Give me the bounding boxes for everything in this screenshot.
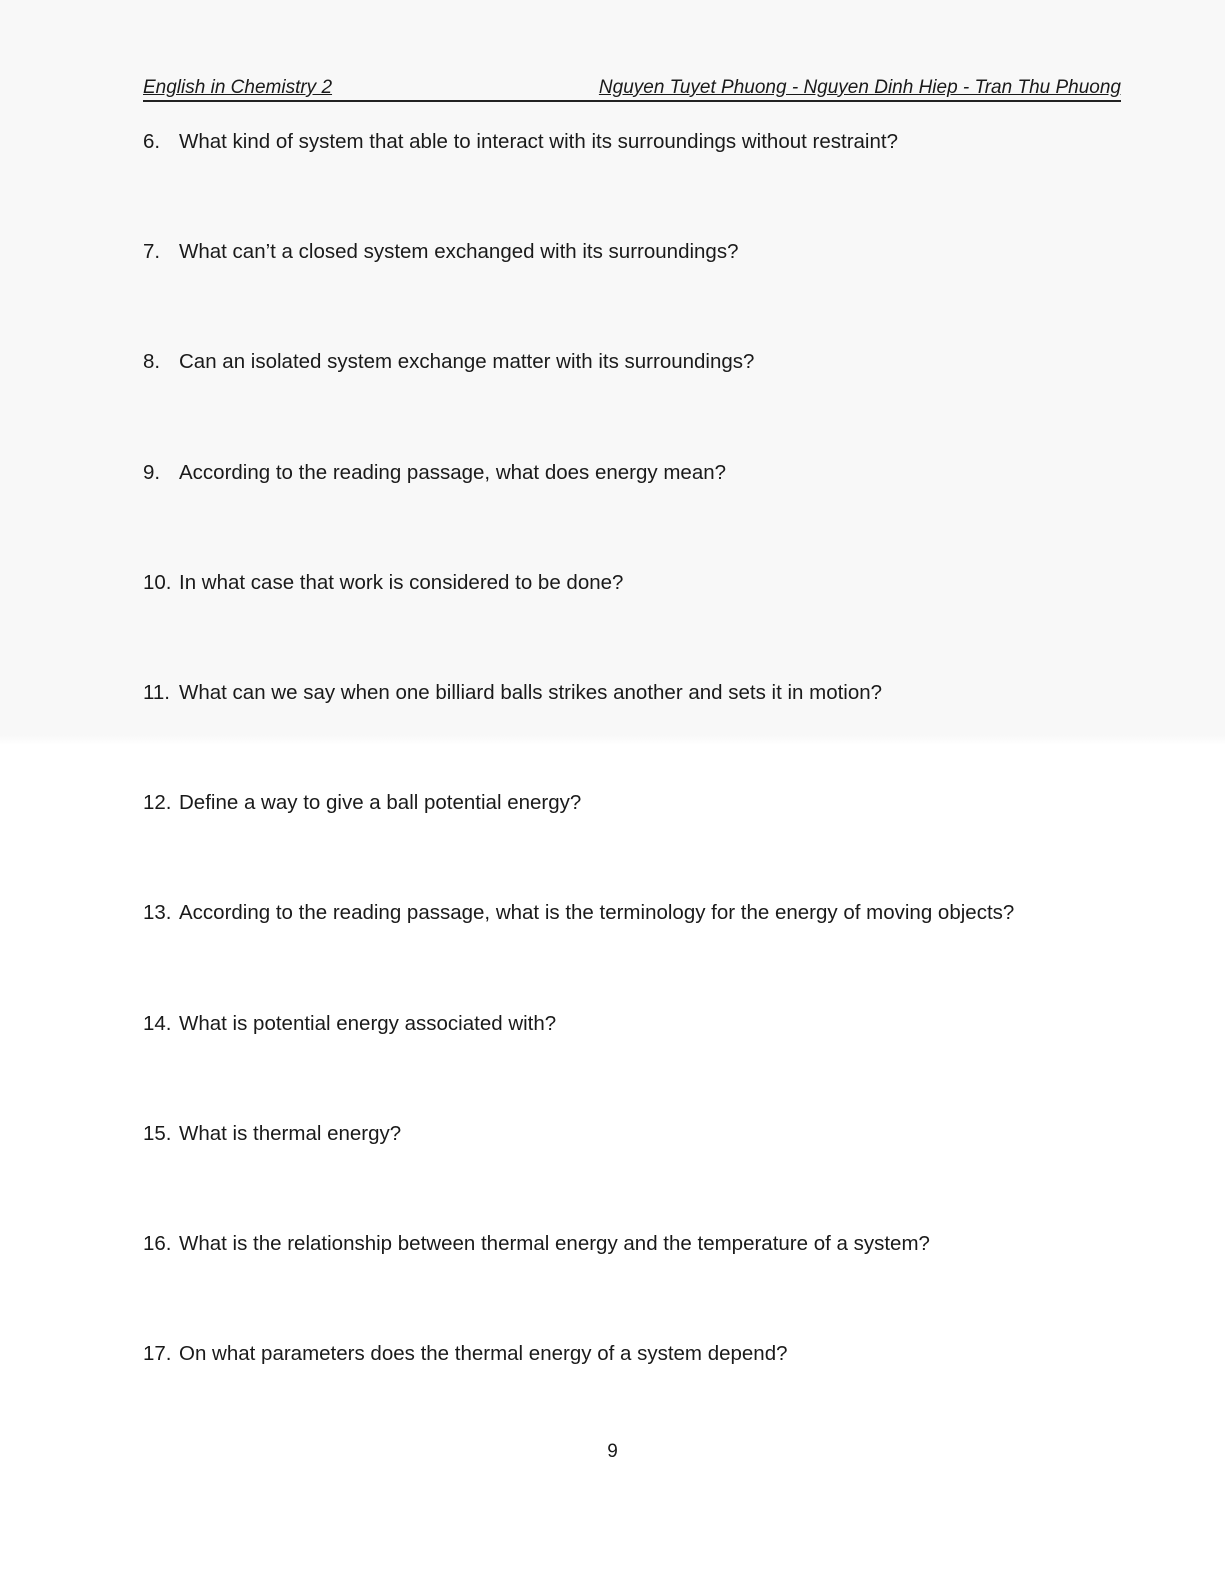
question-text: What is potential energy associated with?	[179, 1011, 557, 1035]
question-number: 12.	[143, 791, 172, 815]
question-item	[143, 679, 1133, 789]
question-item	[143, 1340, 1133, 1450]
question-text: What can we say when one billiard balls strikes another and sets it in motion?	[179, 680, 883, 704]
course-title: English in Chemistry 2	[143, 77, 333, 98]
question-number: 15.	[143, 1121, 172, 1145]
question-text: Define a way to give a ball potential energy?	[179, 791, 582, 815]
question-item	[143, 899, 1133, 1009]
question-text: According to the reading passage, what does energy mean?	[179, 460, 727, 484]
authors: Nguyen Tuyet Phuong - Nguyen Dinh Hiep - Tran Thu Phuong	[598, 77, 1121, 98]
page-header	[143, 74, 1121, 102]
question-number: 8.	[143, 350, 161, 374]
question-text: On what parameters does the thermal energy of a system depend?	[179, 1342, 788, 1366]
question-item	[143, 128, 1133, 238]
question-number: 11.	[143, 680, 170, 704]
question-number: 7.	[143, 240, 161, 264]
question-item	[143, 1230, 1133, 1340]
question-item	[143, 1010, 1133, 1120]
question-number: 9.	[143, 460, 161, 484]
question-item	[143, 238, 1133, 348]
question-text: According to the reading passage, what is the terminology for the energy of moving objects?	[179, 901, 1015, 925]
question-text: Can an isolated system exchange matter with its surroundings?	[179, 350, 755, 374]
question-number: 16.	[143, 1231, 172, 1255]
question-number: 10.	[143, 570, 172, 594]
question-text: What is thermal energy?	[179, 1121, 402, 1145]
question-number: 13.	[143, 901, 172, 925]
question-item	[143, 459, 1133, 569]
question-number: 6.	[143, 130, 161, 153]
question-number: 17.	[143, 1342, 172, 1366]
question-list	[143, 128, 1133, 1450]
question-item	[143, 569, 1133, 679]
question-text: In what case that work is considered to be done?	[179, 570, 624, 594]
question-text: What can’t a closed system exchanged with its surroundings?	[179, 240, 739, 264]
question-item	[143, 1120, 1133, 1230]
question-number: 14.	[143, 1011, 172, 1035]
question-text: What is the relationship between thermal energy and the temperature of a system?	[179, 1231, 930, 1255]
page-number: 9	[607, 1441, 618, 1462]
question-item	[143, 789, 1133, 899]
question-item	[143, 348, 1133, 458]
question-text: What kind of system that able to interact with its surroundings without restraint?	[179, 130, 898, 153]
